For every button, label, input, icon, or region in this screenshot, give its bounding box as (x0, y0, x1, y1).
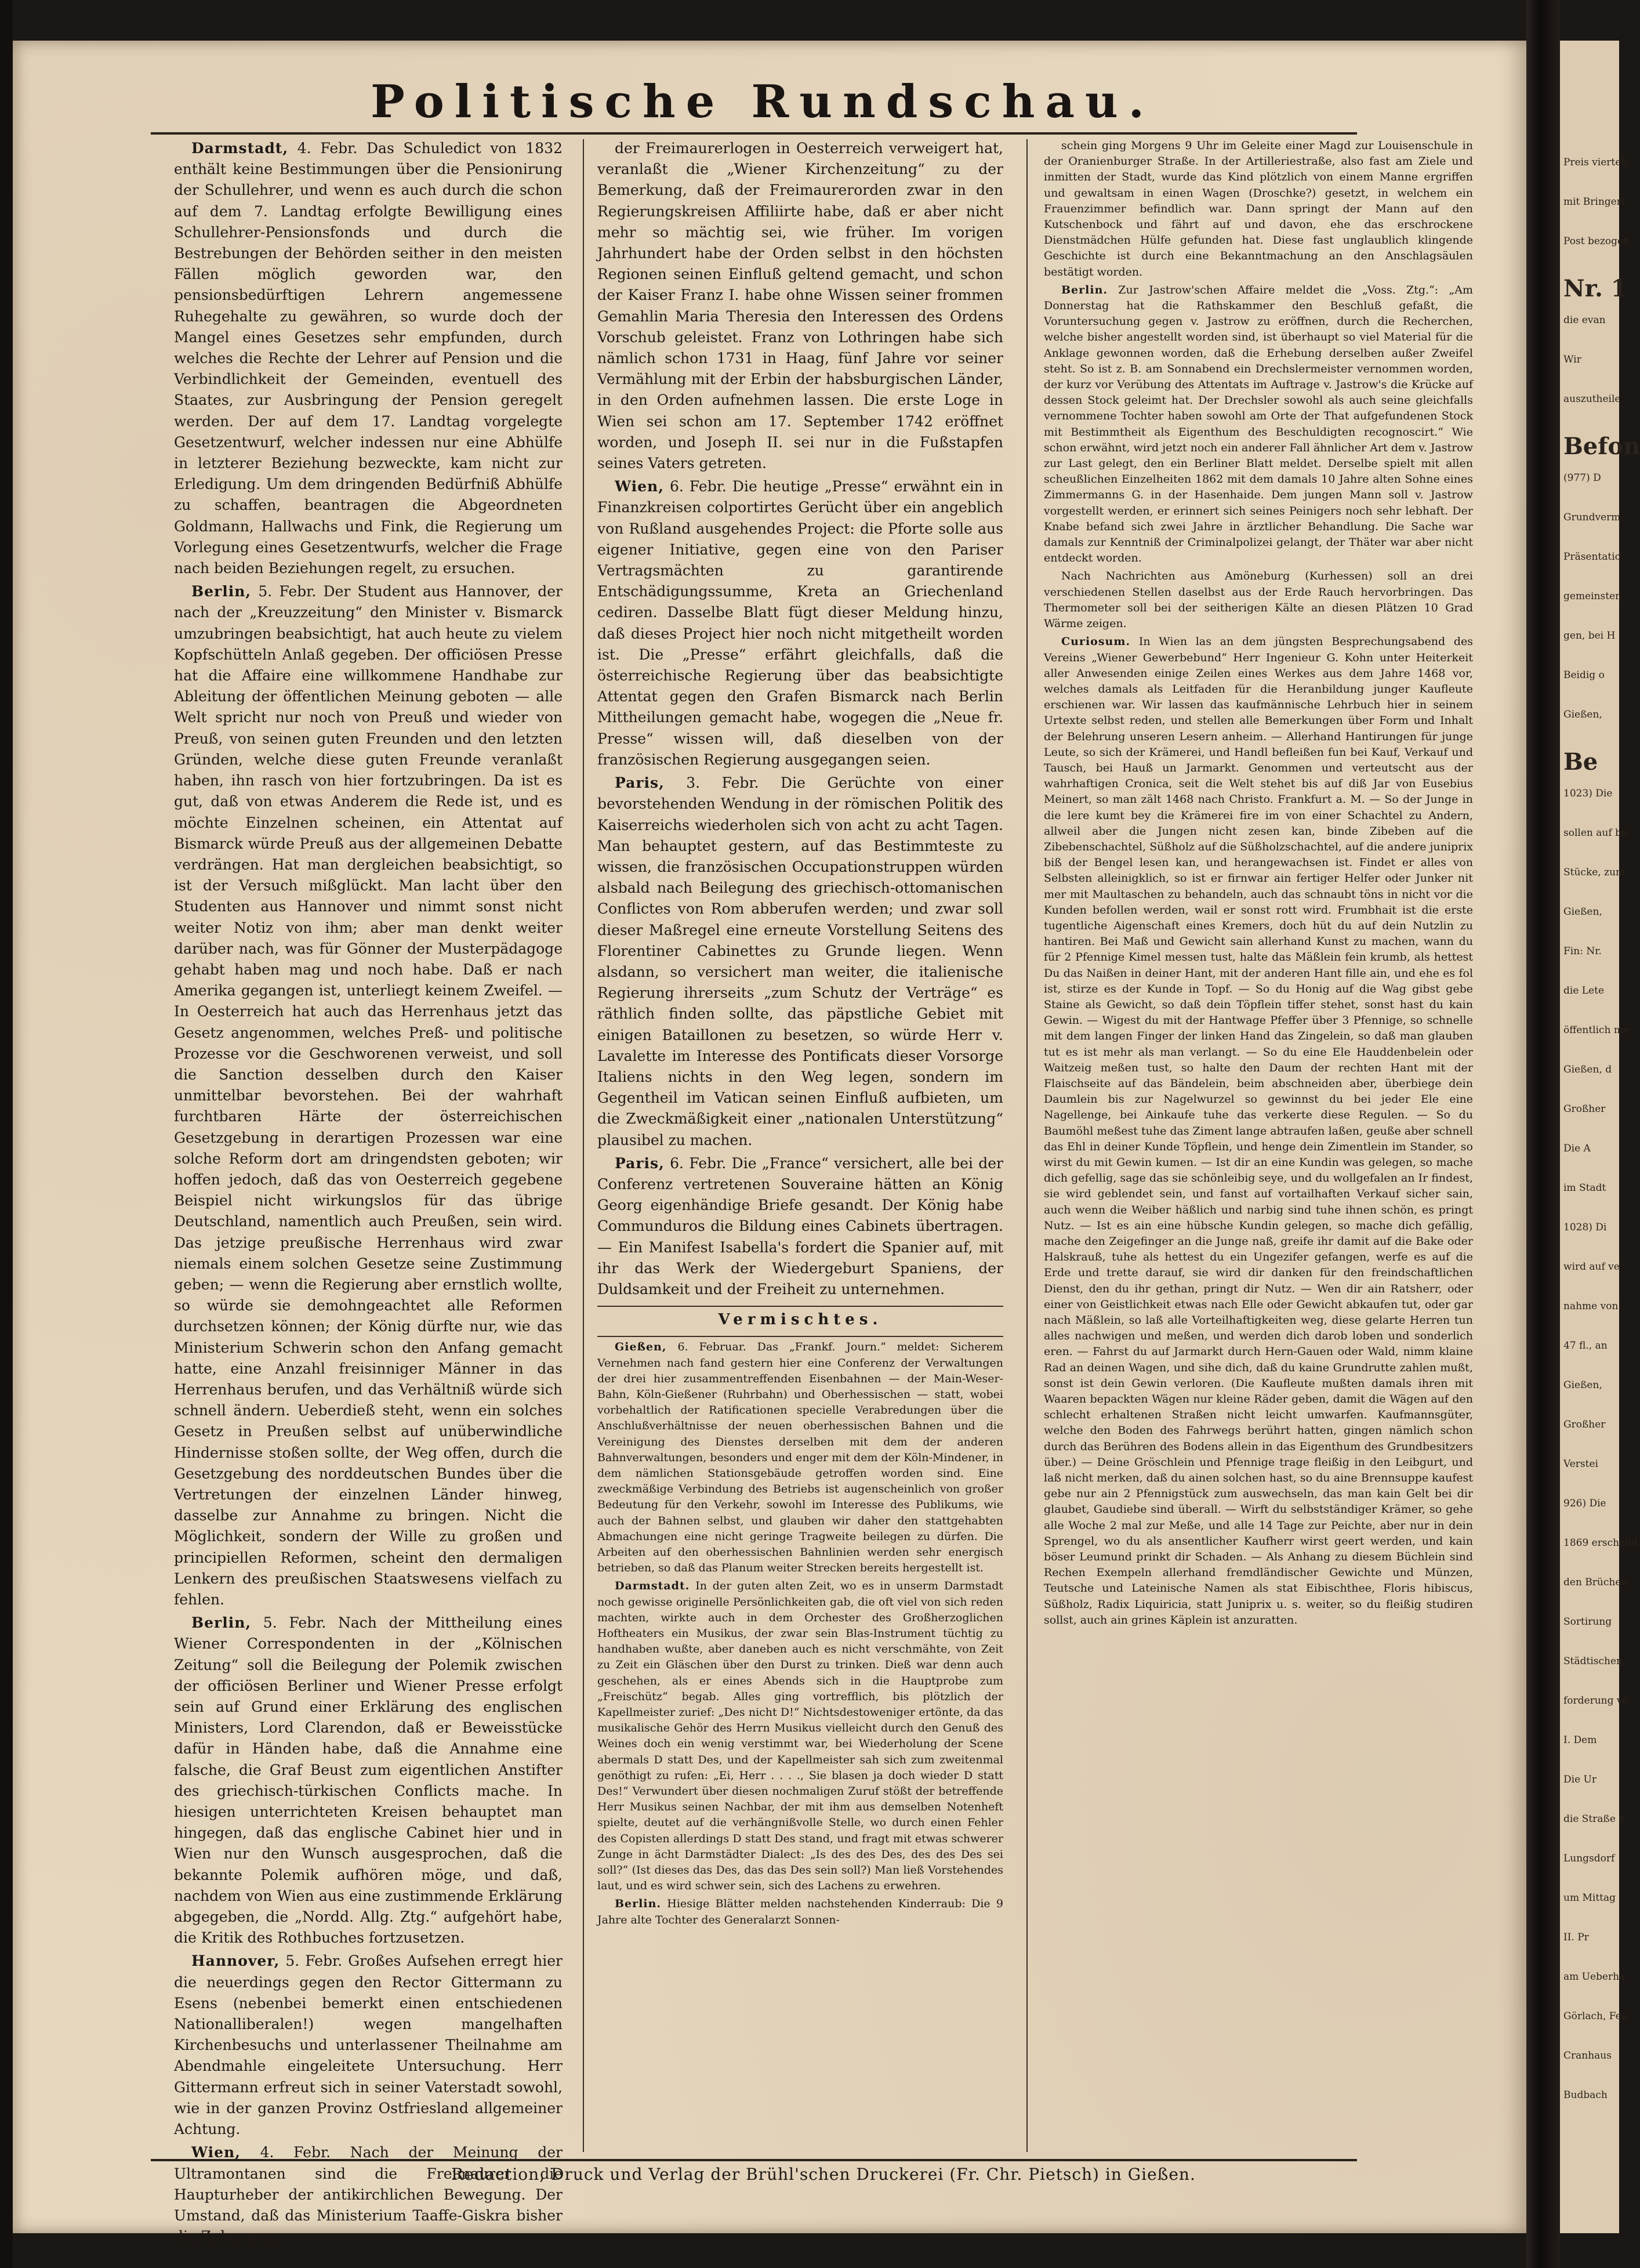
article-text: 5. Febr. Großes Aufsehen erregt hier die neuerdings gegen den Rector Gittermann zu Esens (nebenbei bemerkt einen entschiedenen Nationalliberalen!) wegen mangelhaften Kirchenbesuchs und unterlassener Theilnahme am Abendmahle eingeleitete Untersuchung. Herr Gittermann erfreut sich in seiner Vaterstadt sowohl, wie in der ganzen Provinz Ostfriesland allgemeiner Achtung. (174, 1952, 563, 2138)
article-paragraph (597, 1896, 1003, 1928)
adjacent-page-fragment: Lungsdorf (1563, 1853, 1615, 1864)
column-divider-1 (583, 139, 584, 2152)
adjacent-page-fragment: Gießen, (1563, 1379, 1602, 1391)
article-text: 5. Febr. Der Student aus Hannover, der nach der „Kreuzzeitung“ den Minister v. Bismarck umzubringen beabsichtigt, hat auch heute zu vielem Kopfschütteln Anlaß gegeben. Der officiösen Presse hat die Affaire eine willkommene Handhabe zur Ableitung der öffentlichen Meinung geboten — alle Welt spricht nur noch von Preuß und wieder von Preuß, von seinen guten Freunden und den letzten Gründen, welche diese guten Freunde veranlaßt haben, ihn rasch von hier fortzubringen. Da ist es gut, daß von etwas Anderem die Rede ist, und es möchte Einzelnen scheinen, ein Attentat auf Bismarck würde Preuß aus der allgemeinen Debatte verdrängen. Hat man dergleichen beabsichtigt, so ist der Versuch mißglückt. Man lacht über den Studenten aus Hannover und nimmt sonst nicht weiter Notiz von ihm; aber man denkt weiter darüber nach, was für Gönner der Musterpädagoge gehabt haben mag und noch habe. Daß er nach Amerika gegangen ist, unterliegt keinem Zweifel. — In Oesterreich hat auch das Herrenhaus jetzt das Gesetz angenommen, welches Preß- und politische Prozesse vor die Geschworenen verweist, und soll die Sanction desselben durch den Kaiser unmittelbar bevorstehen. Bei der wahrhaft furchtbaren Härte der österreichischen Gesetzgebung in derartigen Prozessen war eine solche Reform dort am dringendsten geboten; wir hoffen jedoch, daß das von Oesterreich gegebene Beispiel nicht wirkungslos für das übrige Deutschland, namentlich auch Preußen, sein wird. Das jetzige preußische Herrenhaus wird zwar niemals einem solchen Gesetze seine Zustimmung geben; — wenn die Regierung aber ernstlich wollte, so würde sie demohngeachtet alle Reformen durchsetzen können; der König dürfte nur, wie das Ministerium Schwerin schon den Anfang gemacht hatte, eine Anzahl freisinniger Männer in das Herrenhaus berufen, und das Verhältniß würde sich schnell ändern. Ueberdieß steht, wenn ein solches Gesetz in Preußen selbst auf unüberwindliche Hindernisse stoßen sollte, der Weg offen, durch die Gesetzgebung des norddeutschen Bundes über die Vertretungen der einzelnen Länder hinweg, dasselbe zur Annahme zu bringen. Nicht die Möglichkeit, sondern der Wille zu großen und principiellen Reformen, scheint den dermaligen Lenkern des preußischen Staatswesens vielfach zu fehlen. (174, 583, 563, 1608)
article-dateline: Berlin, (191, 1614, 252, 1632)
article-dateline: Wien, (615, 478, 664, 495)
adjacent-page-fragment: die Lete (1563, 985, 1605, 997)
article-paragraph (174, 2142, 563, 2247)
adjacent-page-fragment: am Ueberha (1563, 1971, 1626, 1983)
book-gutter (1526, 0, 1560, 2268)
adjacent-page-fragment: (977) D (1563, 472, 1601, 484)
article-paragraph (174, 1613, 563, 1948)
adjacent-page-fragment: 1023) Die (1563, 788, 1613, 799)
article-paragraph (597, 476, 1003, 770)
section-heading-vermischtes: Vermischtes. (718, 1311, 883, 1329)
article-paragraph (597, 773, 1003, 1151)
article-text: Zur Jastrow'schen Affaire meldet die „Voss. Ztg.“: „Am Donnerstag hat die Rathskammer den Beschluß gefaßt, die Voruntersuchung gegen v. Jastrow zu eröffnen, durch die Recherchen, welche bisher angestellt worden sind, ist überhaupt so viel Material für die Anklage gewonnen worden, daß die Erhebung derselben außer Zweifel steht. So ist z. B. am Sonnabend ein Drechslermeister vernommen worden, der kurz vor Verübung des Attentats im Auftrage v. Jastrow's die Krücke auf dessen Stock geleimt hat. Der Drechsler sowohl als auch seine gleichfalls vernommene Tochter haben sowohl am Orte der That aufgefundenen Stock mit Bestimmtheit als Eigenthum des Beschuldigten recognoscirt.“ Wie schon erwähnt, wird jetzt noch ein anderer Fall ähnlicher Art dem v. Jastrow zur Last gelegt, den ein Berliner Blatt meldet. Derselbe spielt mit allen scheußlichen Einzelheiten 1862 mit dem damals 10 Jahre alten Sohne eines Zimmermanns G. in der Hasenhaide. Dem jungen Mann soll v. Jastrow vorgestellt werden, er erinnert sich seines Peinigers noch sehr lebhaft. Der Knabe befand sich zwei Jahre in ärztlicher Behandlung. Die Sache war damals zur Kenntniß der Criminalpolizei gelangt, der Thäter war aber nicht entdeckt worden. (1044, 283, 1473, 565)
adjacent-page-fragment: auszutheile (1563, 393, 1621, 405)
adjacent-page-fragment: Grundverm (1563, 512, 1621, 523)
article-dateline: Berlin, (191, 583, 252, 600)
article-text: In Wien las an dem jüngsten Besprechungsabend des Vereins „Wiener Gewerbebund“ Herr Ingenieur G. Kohn unter Heiterkeit aller Anwesenden einige Zeilen eines Werkes aus dem Jahre 1468 vor, welches damals als Leitfaden für die Heranbildung junger Kaufleute erschienen war. Wir lassen das kaufmännische Lehrbuch hier in seinem Urtexte selbst reden, und stellen alle Bemerkungen über Form und Inhalt der Belehrung unseren Lesern anheim. — Allerhand Hantirungen für junge Leute, so sich der Krämerei, und Handl befleißen fun bei Kauf, Verkauf und Tausch, bei Hauß un Jarmarkt. Genommen und verteutscht aus der wahrhaftigen Cronica, seit die Welt stehet bis auf diß Jar von Eusebius Meinert, so man zält 1468 nach Christo. Frankfurt a. M. — So der Junge in die lere kumt bey die Krämerei fire im von einer Schachtel zu Andern, allweil aber die Jungen nicht zesen kan, binde Zibeben auf die Zibebenschachtel, Süßholz auf die Süßholzschachtel, auf die andere juniprix biß der Bengel lesen kan, und herangewachsen ist. Findet er alles von Selbsten alleinigklich, so ist er firnwar ain fertiger Helfer oder Junker nit mer mit Maultaschen zu behandeln, auch das schnaubt töns in nicht vor die Kunden befollen werden, wail er sonst rott wird. Frumbhait ist die erste tugentliche Aigenschaft eines Kremers, doch hüt du auf dein Nutzlin zu hantiren. Bei Maß und Gewicht sain allerhand Kunst zu machen, wann du für 2 Pfennige Kimel messen tust, halte das Mäßlein fein krumb, als hettest Du das Naißen in deiner Hant, mit der anderen Hant fille ain, und ehe es fol ist, stirze es der Kunde in Topf. — So du Honig auf die Wag gibst gebe Staine als Gewicht, so daß dein Töpflein tiffer stehet, sonst hast du kain Gewin. — Wigest du mit der Hantwage Pfeffer über 3 Pfennige, so schnelle mit dem langen Finger der linken Hand das Zingelein, so daß man glauben tut es ist mehr als man verlangt. — So du eine Ele Hauddenbelein oder Waitzeig meßen tust, so halte den Daum der rechten Hant mit der Flaischseite auf das Bändelein, beim abschneiden aber, überbiege dein Daumlein bis zur Nagelwurzel so gewinnst du bei jeder Ele eine Nagellenge, bei Ainkaufe tuhe das verkerte diese Regulen. — So du Baumöhl meßest tuhe das Ziment lange abtraufen laßen, geuße aber schnell das Ehl in deiner Kunde Töpflein, und henge dein Zimentlein im Stander, so wirst du mit Gewin kumen. — Ist dir an eine Kundin was gelegen, so mache dich gefellig, sage das sie schönleibig seye, und du wollgefalen an Ir findest, sie wird geblendet sein, und fanst auf vortailhaften Verkauf sicher sain, auch wenn die Weiber häßlich und narbig sind tuhe ihnen schön, es pringt Nutz. — Ist es ain eine hübsche Kundin gelegen, so mache dich gefällig, mache den Zeigefinger an die Junge naß, greife ihr damit auf die Bake oder Halskrauß, tuhe als hettest du ein Ungezifer gefangen, werfe es auf die Erde und trette darauf, sie wird dir danken für den freindschaftlichen Dienst, den du ihr gethan, pringt dir Nutz. — Wen dir ain Ratsherr, oder einer von Geistlichkeit etwas nach Elle oder Gewicht abkaufen tut, oder gar nach Mäßlein, so laß alle Vorteilhaftigkeiten weg, diese gelarte Herren tun alles nachwigen und meßen, und werden dich darob loben und sonderlich eren. — Fahrst du auf Jarmarkt durch Hern-Gauen oder Wald, nimm klaine Rad an deinen Wagen, und sihe dich, daß du kaine Grundrutte zahlen mußt, sonst ist dein Gewin verloren. (Die Kaufleute mußten damals ihren mit Waaren bepackten Wägen nur kleine Räder geben, damit die Wägen auf den schlecht erhaltenen Straßen nicht leicht umwarfen. Kaufmannsgüter, welche den Boden des Fahrwegs berührt hatten, gingen nämlich schon durch das Berühren des Bodens allein in das Eigenthum des Grundbesitzers über.) — Deine Gröschlein und Pfennige trage fleißig in den Leibgurt, und laß nicht merken, daß du ainen solchen hast, so du aine Brennsuppe kaufest gebe nur ain 2 Pfennigstück zum auswechseln, das man kain Gelt bei dir glaubet, Gaudiebe sind überall. — Wirft du selbstständiger Krämer, so gehe alle Woche 2 mal zur Meße, und alle 14 Tage zur Peichte, aber nur in dein Sprengel, wo du als ansentlicher Kaufherr wirst geert werden, und kain böser Leumund prinkt dir Schaden. — Als Anhang zu diesem Büchlein sind Rechen Exempeln allerhand fremdländischer Gewichte und Münzen, Teutsche und Lateinische Namen als stat Eibischthee, Floris hibiscus, Süßholz, Radix Liquiricia, statt Juniprix u. s. weiter, so du fleißig studiren sollst, auch ain grines Käplein ist anzuratten. (1044, 635, 1474, 1626)
adjacent-page-fragment: Großher (1563, 1103, 1606, 1115)
article-dateline: Hannover, (191, 1952, 280, 1970)
article-dateline: Berlin. (615, 1897, 662, 1911)
article-paragraph (174, 138, 563, 579)
adjacent-page-edge (1560, 41, 1640, 2233)
article-dateline: Curiosum. (1061, 635, 1131, 648)
adjacent-page-fragment: Gießen, d (1563, 1064, 1612, 1075)
article-paragraph (597, 138, 1003, 474)
article-text: 6. Febr. Die heutige „Presse“ erwähnt ein in Finanzkreisen colportirtes Gerücht über ein angeblich von Rußland ausgehendes Project: die Pforte solle aus eigener Initiative, gegen eine von den Pariser Vertragsmächten zu garantirende Entschädigungssumme, Kreta an Griechenland cediren. Dasselbe Blatt fügt dieser Meldung hinzu, daß dieses Project hier noch nicht mitgetheilt worden ist. Die „Presse“ erfährt gleichfalls, daß die österreichische Regierung über das beabsichtigte Attentat gegen den Grafen Bismarck nach Berlin Mittheilungen gemacht habe, wogegen die „Neue fr. Presse“ wissen will, daß dieselben von der französischen Regierung ausgegangen seien. (597, 478, 1003, 768)
adjacent-page-fragment: Post bezogen (1563, 236, 1630, 247)
adjacent-page-fragment: Die A (1563, 1143, 1591, 1154)
adjacent-page-fragment: Großher (1563, 1419, 1606, 1430)
adjacent-page-fragment: 1028) Di (1563, 1222, 1607, 1233)
adjacent-page-fragment: I. Dem (1563, 1734, 1597, 1746)
masthead-rule (151, 132, 1357, 135)
article-text: 6. Febr. Die „France“ versichert, alle bei der Conferenz vertretenen Souveraine hätten an König Georg eigenhändige Briefe gesandt. Der König habe Communduros die Bildung eines Cabinets übertragen. — Ein Manifest Isabella's fordert die Spanier auf, mit ihr das Werk der Wiedergeburt Spaniens, der Duldsamkeit und der Freiheit zu unternehmen. (597, 1154, 1003, 1298)
adjacent-page-fragment: um Mittag (1563, 1892, 1616, 1904)
adjacent-page-fragment: sollen auf be (1563, 827, 1627, 839)
adjacent-page-fragment: Görlach, Feu (1563, 2010, 1628, 2022)
adjacent-page-fragment: öffentlich me (1563, 1024, 1630, 1036)
adjacent-page-fragment: Präsentatio (1563, 551, 1621, 563)
article-text: 3. Febr. Die Gerüchte von einer bevorstehenden Wendung in der römischen Politik des Kaiserreichs wiederholen sich von acht zu acht Tagen. Man behauptet gestern, auf das Bestimmteste zu wissen, die französischen Occupationstruppen würden alsbald nach Beilegung des griechisch-ottomanischen Conflictes von Rom abberufen werden; und zwar soll dieser Maßregel eine erneute Vorstellung Seitens des Florentiner Cabinettes zu Grunde liegen. Wenn alsdann, so versichert man weiter, die italienische Regierung ihrerseits „zum Schutz der Verträge“ es räthlich finden sollte, das päpstliche Gebiet mit einigen Bataillonen zu besetzen, so würde Herr v. Lavalette im Interesse des Pontificats dieser Vorsorge Italiens nichts in den Weg legen, sondern im Gegentheil im Vatican seinen Einfluß aufbieten, um die Zweckmäßigkeit einer „nationalen Unterstützung“ plausibel zu machen. (597, 774, 1003, 1149)
adjacent-page-fragment: Preis viertelj. (1563, 157, 1631, 168)
article-text: der Freimaurerlogen in Oesterreich verweigert hat, veranlaßt die „Wiener Kirchenzeitung“ zu der Bemerkung, daß der Freimaurerorden zwar in den Regierungskreisen Affiliirte habe, daß er aber nicht mehr so mächtig sei, wie früher. Im vorigen Jahrhundert habe der Orden selbst in den höchsten Regionen seinen Einfluß geltend gemacht, und schon der Kaiser Franz I. habe ohne Wissen seiner frommen Gemahlin Maria Theresia den Interessen des Ordens Vorschub geleistet. Franz von Lothringen habe sich nämlich schon 1731 in Haag, fünf Jahre vor seiner Vermählung mit der Erbin der habsburgischen Länder, in den Orden aufnehmen lassen. Die erste Loge in Wien sei schon am 17. September 1742 eröffnet worden, und Joseph II. sei nur in die Fußstapfen seines Vaters getreten. (597, 140, 1003, 472)
article-paragraph (1044, 282, 1473, 567)
article-dateline: Paris, (615, 1154, 665, 1172)
adjacent-page-fragment: mit Bringerl. (1563, 196, 1628, 208)
column-1 (174, 138, 563, 2245)
adjacent-page-fragment: Sortirung (1563, 1616, 1612, 1628)
adjacent-page-fragment: im Stadt (1563, 1182, 1606, 1194)
article-text: Hiesige Blätter melden nachstehenden Kinderraub: Die 9 Jahre alte Tochter des Generalarzt Sonnen- (597, 1897, 1003, 1926)
adjacent-page-fragment: wird auf ve (1563, 1261, 1620, 1273)
adjacent-page-fragment: Die Ur (1563, 1774, 1597, 1785)
adjacent-page-fragment: Städtischen (1563, 1655, 1623, 1667)
article-dateline: Paris, (615, 774, 665, 792)
column-divider-2 (1026, 139, 1028, 2152)
adjacent-page-fragment: Befon (1563, 433, 1640, 460)
adjacent-page-fragment: 926) Die (1563, 1498, 1606, 1509)
article-text: Nach Nachrichten aus Amöneburg (Kurhessen) soll an drei verschiedenen Stellen daselbst aus der Erde Rauch hervorbringen. Das Thermometer soll bei der seitherigen Kälte an diesen Plätzen 10 Grad Wärme zeigen. (1044, 570, 1473, 631)
adjacent-page-fragment: II. Pr (1563, 1932, 1589, 1943)
section-rule (597, 1336, 1003, 1337)
imprint-line: Redaction, Druck und Verlag der Brühl'schen Druckerei (Fr. Chr. Pietsch) in Gießen. (451, 2165, 1196, 2184)
article-paragraph (1044, 568, 1473, 632)
article-text: In der guten alten Zeit, wo es in unserm Darmstadt noch gewisse originelle Persönlichkeiten gab, die oft viel von sich reden machten, wirkte auch in dem Orchester des Großherzoglichen Hoftheaters ein Musikus, der zwar sein Blas-Instrument tüchtig zu handhaben wußte, aber daneben auch es nicht verschmähte, von Zeit zu Zeit ein Gläschen über den Durst zu trinken. Dieß war denn auch geschehen, als er eines Abends sich in die Hauptprobe zum „Freischütz“ begab. Alles ging vortrefflich, bis plötzlich der Kapellmeister zurief: „Des nicht D!“ Nichtsdestoweniger ertönte, da das musikalische Gehör des Herrn Musikus vielleicht durch den Genuß des Weines doch ein wenig verstimmt war, bei Wiederholung der Scene abermals D statt Des, und der Kapellmeister sah sich zum zweitenmal genöthigt zu rufen: „Ei, Herr . . . ., Sie blasen ja doch wieder D statt Des!“ Verwundert über diesen nochmaligen Zuruf stößt der betreffende Herr Musikus seinen Nachbar, der mit ihm aus demselben Notenheft spielte, deutet auf die verhängnißvolle Stelle, wo durch einen Fehler des Copisten allerdings D statt Des stand, und fragt mit etwas schwerer Zunge in ächt Darmstädter Dialect: „Is des des Des, des des Des sei soll?“ (Ist dieses das Des, das das Des sein soll?) Man ließ Vorstehendes laut, und es wird schwer sein, sich des Lachens zu erwehren. (597, 1579, 1003, 1893)
article-paragraph (174, 1951, 563, 2140)
column-3 (1044, 138, 1473, 2151)
article-dateline: Darmstadt. (615, 1579, 690, 1593)
adjacent-page-fragment: Gießen, (1563, 906, 1602, 918)
article-dateline: Berlin. (1061, 283, 1108, 296)
article-paragraph (597, 1339, 1003, 1576)
article-dateline: Darmstadt, (191, 140, 289, 157)
article-paragraph (1044, 634, 1473, 1628)
article-text: schein ging Morgens 9 Uhr im Geleite einer Magd zur Louisenschule in der Oranienburger Straße. In der Artilleriestraße, also fast am Ziele und inmitten der Stadt, wurde das Kind plötzlich von einem Manne ergriffen und gewaltsam in einen Wagen (Droschke?) gesetzt, in welchem ein Frauenzimmer befindlich war. Dann springt der Mann auf den Kutschenbock und fährt auf und davon, ehe das erschrockene Dienstmädchen Hülfe gefunden hat. Diese fast unglaublich klingende Geschichte ist durch eine Bekanntmachung an den Anschlagsäulen bestätigt worden. (1044, 139, 1473, 278)
adjacent-page-fragment: den Brüchen (1563, 1577, 1628, 1588)
imprint-rule (151, 2159, 1357, 2161)
binding-edge (0, 0, 13, 2268)
adjacent-page-fragment: Be (1563, 748, 1598, 776)
adjacent-page-fragment: 1869 erscheint (1563, 1537, 1639, 1549)
article-paragraph (174, 581, 563, 1610)
adjacent-page-fragment: Beidig o (1563, 669, 1605, 681)
adjacent-page-fragment: die evan (1563, 314, 1606, 326)
adjacent-page-fragment: Wir (1563, 354, 1581, 365)
adjacent-page-fragment: Fin: Nr. (1563, 945, 1602, 957)
adjacent-page-fragment: Verstei (1563, 1458, 1598, 1470)
article-dateline: Wien, (191, 2144, 241, 2161)
article-paragraph (1044, 138, 1473, 280)
adjacent-page-fragment: Cranhaus (1563, 2050, 1612, 2062)
section-masthead: Politische Rundschau. (371, 75, 1155, 128)
article-text: 5. Febr. Nach der Mittheilung eines Wiener Correspondenten in der „Kölnischen Zeitung“ soll die Beilegung der Polemik zwischen der officiösen Berliner und Wiener Presse erfolgt sein auf Grund einer Erklärung des englischen Ministers, Lord Clarendon, daß er Beweisstücke dafür in Händen habe, daß die Annahme eine falsche, die Graf Beust zum eigentlichen Anstifter des griechisch-türkischen Conflicts mache. In hiesigen unterrichteten Kreisen behauptet man hingegen, daß das englische Cabinet hier und in Wien nur den Wunsch ausgesprochen, daß die bekannte Polemik aufhören möge, und daß, nachdem von Wien aus eine zustimmende Erklärung abgegeben, die „Nordd. Allg. Ztg.“ aufgehört habe, die Kritik des Rothbuches fortzusetzen. (174, 1614, 563, 1947)
adjacent-page-fragment: Nr. 1 (1563, 275, 1627, 302)
article-text: 4. Febr. Nach der Meinung der Ultramontanen sind die Freimaurer die Haupturheber der antikirchlichen Bewegung. Der Umstand, daß das Ministerium Taaffe-Giskra bisher die Zulassung (174, 2144, 563, 2245)
adjacent-page-fragment: forderung ve (1563, 1695, 1628, 1707)
article-text: 4. Febr. Das Schuledict von 1832 enthält keine Bestimmungen über die Pensionirung der Schullehrer, und wenn es auch durch die schon auf dem 7. Landtag erfolgte Bewilligung eines Schullehrer-Pensionsfonds und durch die Bestrebungen der Behörden seither in den meisten Fällen möglich geworden war, den pensionsbedürftigen Lehrern angemessene Ruhegehalte zu gewähren, so wurde doch der Mangel eines Gesetzes sehr empfunden, durch welches die Rechte der Lehrer auf Pension und die Verbindlichkeit der Gemeinden, eventuell des Staates, zur Ausbringung der Pension geregelt werden. Der auf dem 17. Landtag vorgelegte Gesetzentwurf, welcher indessen nur eine Abhülfe in letzterer Beziehung bezweckte, kam nicht zur Erledigung. Um dem dringenden Bedürfniß Abhülfe zu schaffen, beantragen die Abgeordneten Goldmann, Hallwachs und Fink, die Regierung um Vorlegung eines Gesetzentwurfs, welcher die Frage nach beiden Beziehungen regelt, zu ersuchen. (174, 140, 563, 577)
adjacent-page-fragment: die Straße z (1563, 1813, 1624, 1825)
adjacent-page-fragment: gen, bei H (1563, 630, 1616, 642)
adjacent-page-fragment: Stücke, zum (1563, 867, 1626, 878)
adjacent-page-fragment: nahme von (1563, 1300, 1619, 1312)
article-dateline: Gießen, (615, 1340, 667, 1354)
article-text: 6. Februar. Das „Frankf. Journ.“ meldet: Sicherem Vernehmen nach fand gestern hier eine Conferenz der Verwaltungen der drei hier zusammentreffenden Eisenbahnen — der Main-Weser-Bahn, Köln-Gießener (Ruhrbahn) und Oberhessischen — statt, wobei vorbehaltlich der Ratificationen specielle Verabredungen über die Anschlußverhältnisse der neuen oberhessischen Bahnen und die Vereinigung des Dienstes derselben mit dem der anderen Bahnverwaltungen, besonders und enger mit dem der Köln-Mindener, in dem nämlichen Stationsgebäude getroffen worden sind. Eine zweckmäßige Verbindung des Betriebs ist augenscheinlich von großer Bedeutung für den Verkehr, sowohl im Interesse des Publikums, wie auch der Bahnen selbst, und glauben wir daher den stattgehabten Abmachungen eine nicht geringe Tragweite beilegen zu dürfen. Die Arbeiten auf den oberhessischen Bahnlinien werden sehr energisch betrieben, so daß das Planum weiter Strecken bereits hergestellt ist. (597, 1340, 1003, 1575)
article-paragraph (597, 1153, 1003, 1300)
section-rule (597, 1306, 1003, 1307)
adjacent-page-fragment: gemeinsten (1563, 590, 1622, 602)
column-2 (597, 138, 1003, 2151)
adjacent-page-fragment: 47 fl., an (1563, 1340, 1608, 1352)
article-paragraph (597, 1578, 1003, 1894)
adjacent-page-fragment: Budbach (1563, 2089, 1608, 2101)
adjacent-page-fragment: Gießen, (1563, 709, 1602, 720)
